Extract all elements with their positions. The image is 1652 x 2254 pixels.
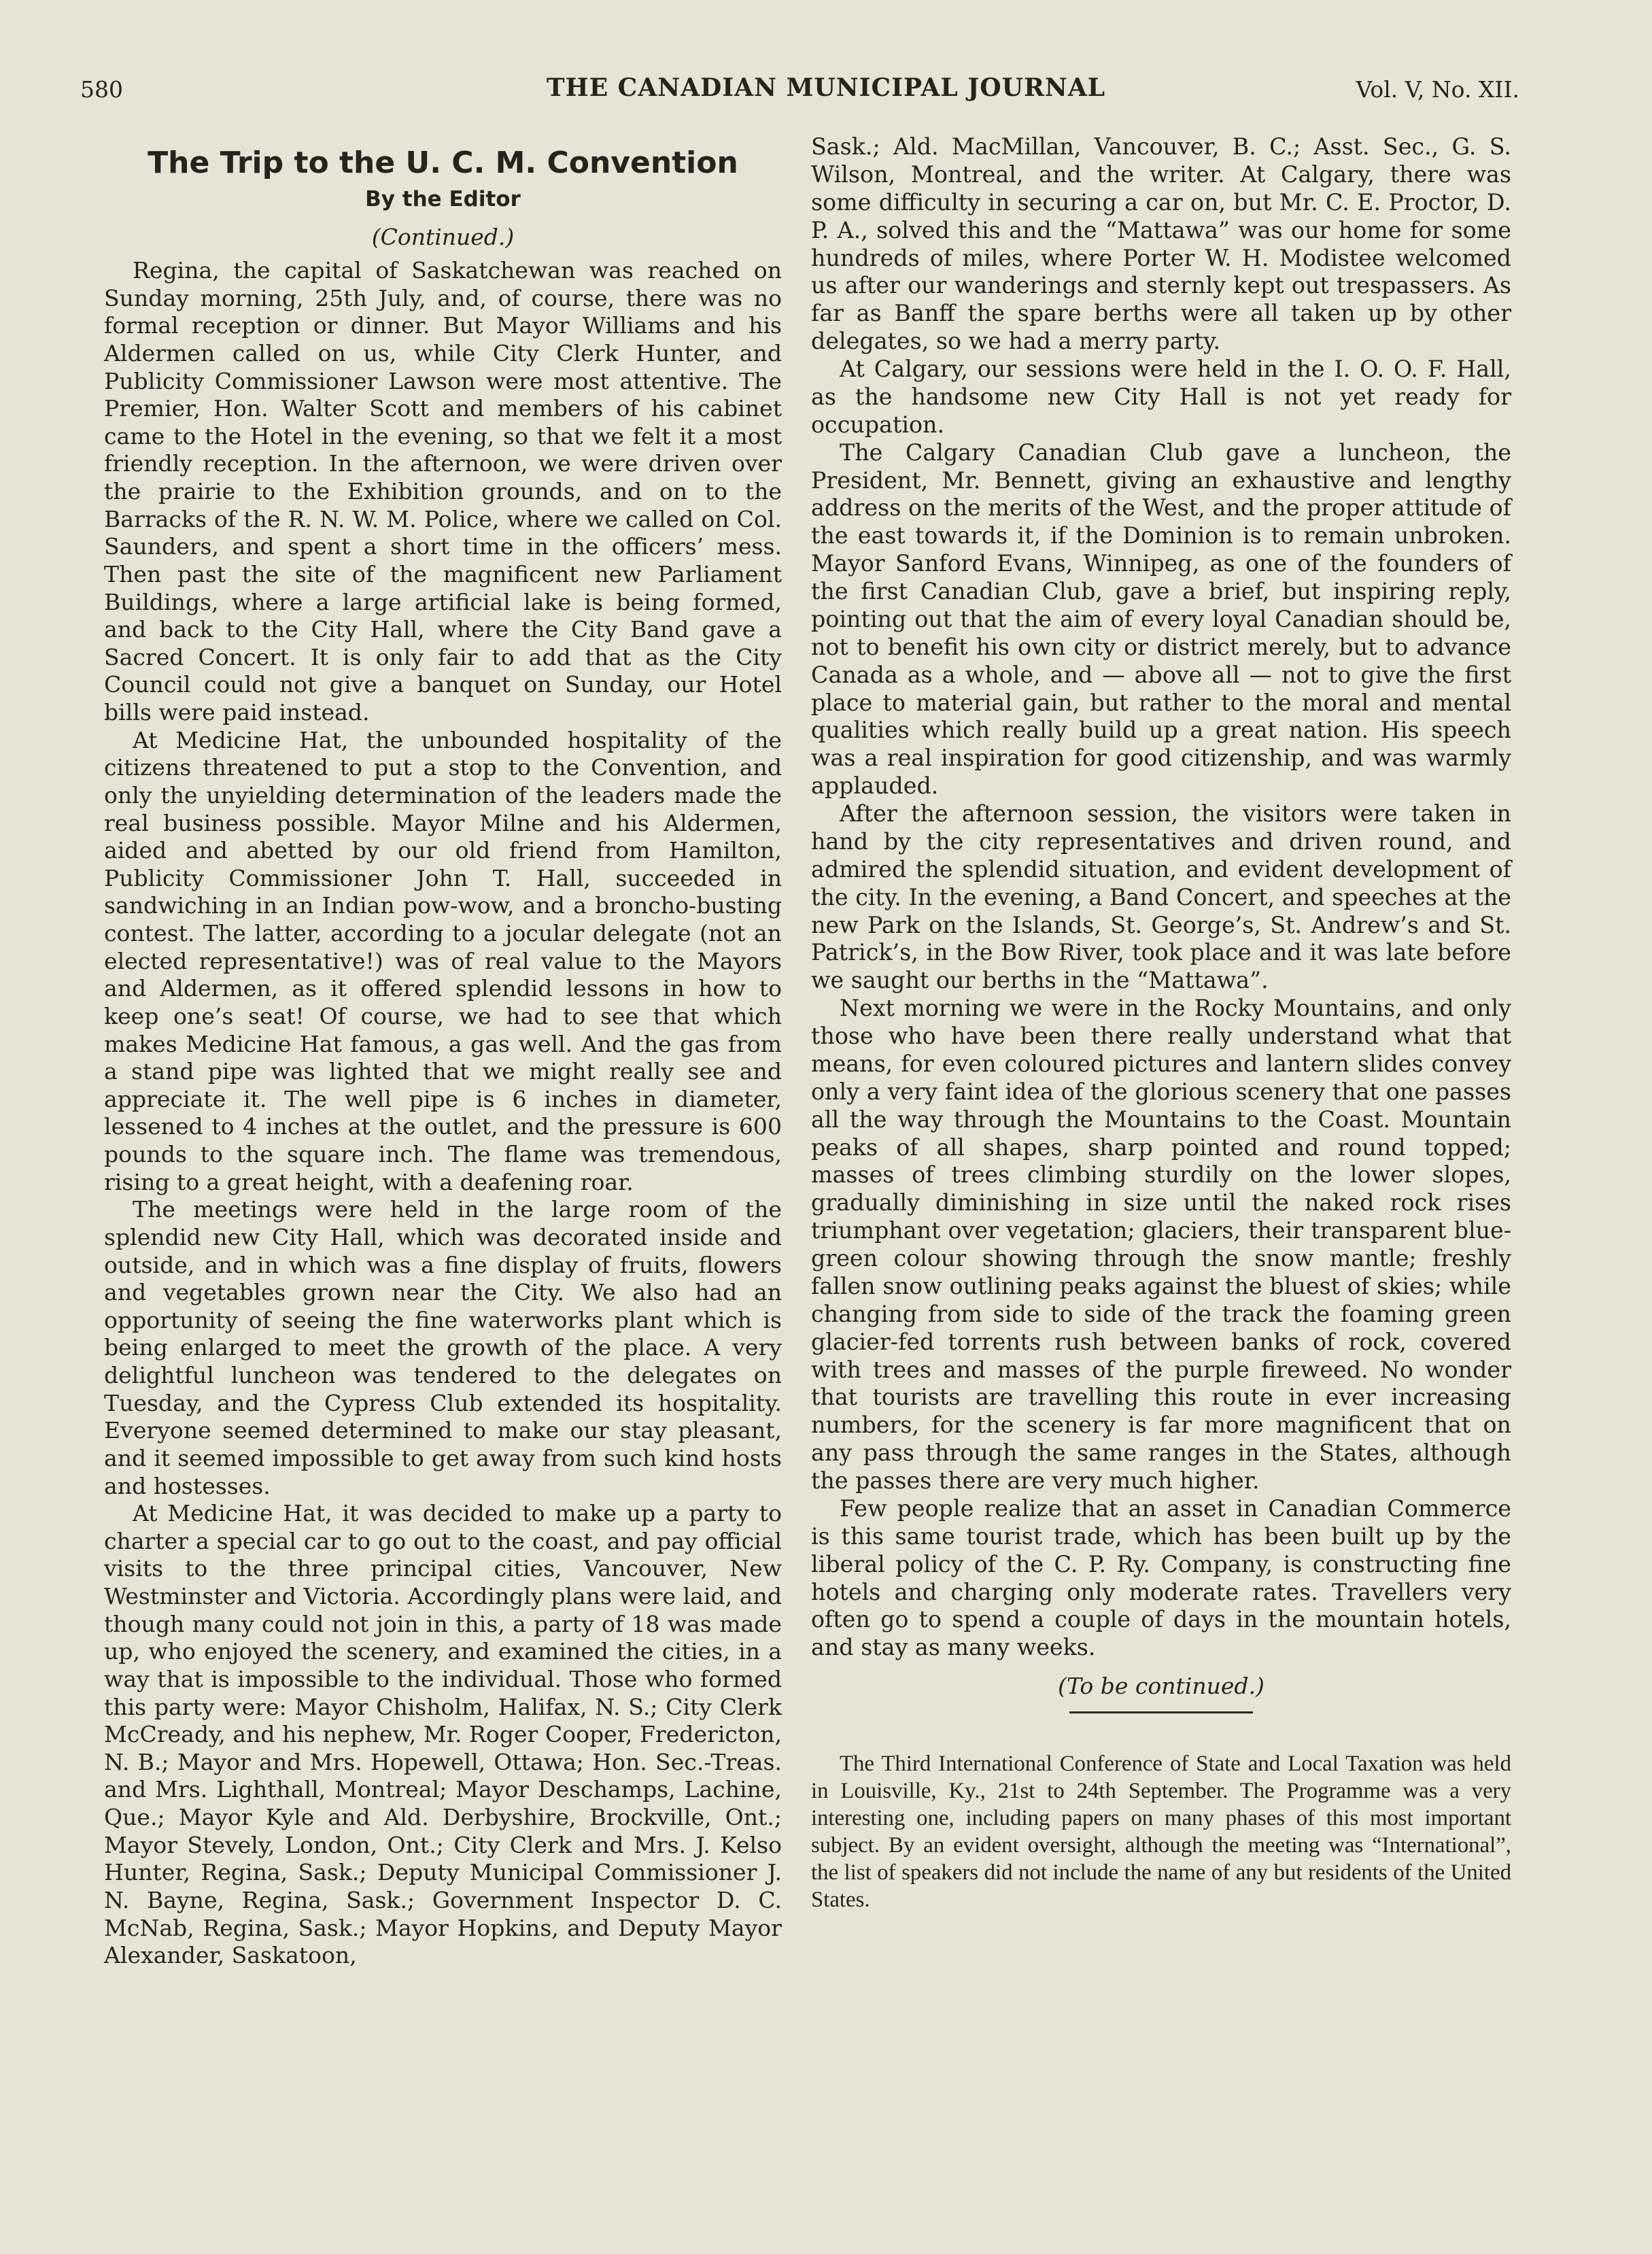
paragraph-medicine-hat: At Medicine Hat, the unbounded hospitality of the citizens threatened to put a stop to the Convention, and only the unyielding determination of the leaders made the real business possible. Mayor Milne and his Aldermen, aided and abetted by our old friend from Hamilton, Publicity Commissioner John T. Hall, succeeded in sandwiching in an Indian pow-wow, and a broncho-busting contest. The latter, according to a jocular delegate (not an elected representative!) was of real value to the Mayors and Aldermen, as it offered splendid lessons in how to keep one’s seat! Of course, we had to see that which makes Medicine Hat famous, a gas well. And the gas from a stand pipe was lighted that we might really see and appreciate it. The well pipe is 6 inches in diameter, lessened to 4 inches at the outlet, and the pressure is 600 pounds to the square inch. The flame was tremendous, rising to a great height, with a deafening roar. <box>104 726 782 1195</box>
paragraph-regina: Regina, the capital of Saskatchewan was reached on Sunday morning, 25th July, and, of course, there was no formal reception or dinner. But Mayor Williams and his Aldermen called on us, while City Clerk Hunter, and Publicity Commissioner Lawson were most attentive. The Premier, Hon. Walter Scott and members of his cabinet came to the Hotel in the evening, so that we felt it a most friendly reception. In the afternoon, we were driven over the prairie to the Exhibition grounds, and on to the Barracks of the R. N. W. M. Police, where we called on Col. Saunders, and spent a short time in the officers’ mess. Then past the site of the magnificent new Parliament Buildings, where a large artificial lake is being formed, and back to the City Hall, where the City Band gave a Sacred Concert. It is only fair to add that as the City Council could not give a banquet on Sunday, our Hotel bills were paid instead. <box>104 257 782 725</box>
volume-number: Vol. V, No. XII. <box>1356 76 1519 103</box>
article-title: The Trip to the U. C. M. Convention <box>148 146 738 180</box>
paragraph-canadian-club: The Calgary Canadian Club gave a luncheon, the President, Mr. Bennett, giving an exhaustive and lengthy address on the merits of the West, and the proper attitude of the east towards it, if the Dominion is to remain unbroken. Mayor Sanford Evans, Winnipeg, as one of the founders of the first Canadian Club, gave a brief, but inspiring reply, pointing out that the aim of every loyal Canadian should be, not to benefit his own city or district merely, but to advance Canada as a whole, and — above all — not to give the first place to material gain, but rather to the moral and mental qualities which really build up a great nation. His speech was a real inspiration for good citizenship, and was warmly applauded. <box>811 439 1511 800</box>
paragraph-afternoon: After the afternoon session, the visitors were taken in hand by the city representatives and driven round, and admired the splendid situation, and evident development of the city. In the evening, a Band Concert, and speeches at the new Park on the Islands, St. George’s, St. Andrew’s and St. Patrick’s, in the Bow River, took place and it was late before we saught our berths in the “Mattawa”. <box>811 800 1511 994</box>
left-column <box>104 133 782 1970</box>
article-byline: By the Editor <box>365 187 521 211</box>
divider-rule <box>1069 1711 1253 1713</box>
to-be-continued: (To be continued.) <box>1058 1673 1264 1700</box>
journal-title: THE CANADIAN MUNICIPAL JOURNAL <box>546 73 1106 102</box>
paragraph-tourist-trade: Few people realize that an asset in Canadian Commerce is this same tourist trade, which has been built up by the liberal policy of the C. P. Ry. Company, is constructing fine hotels and charging only moderate rates. Travellers very often go to spend a couple of days in the mountain hotels, and stay as many weeks. <box>811 1495 1511 1661</box>
taxation-conference-note: The Third International Conference of State and Local Taxation was held in Louisville, Ky., 21st to 24th September. The Programme was a very interesting one, including papers on many phases of this most important subject. By an evident oversight, although the meeting was “International”, the list of speakers did not include the name of any but residents of the United States. <box>811 1752 1511 1913</box>
paragraph-rocky-mountains: Next morning we were in the Rocky Mountains, and only those who have been there really understand what that means, for even coloured pictures and lantern slides convey only a very faint idea of the glorious scenery that one passes all the way through the Mountains to the Coast. Mountain peaks of all shapes, sharp pointed and round topped; masses of trees climbing sturdily on the lower slopes, gradually diminishing in size until the naked rock rises triumphant over vegetation; glaciers, their transparent blue-green colour showing through the snow mantle; freshly fallen snow outlining peaks against the bluest of skies; while changing from side to side of the track the foaming green glacier-fed torrents rush between banks of rock, covered with trees and masses of the purple fireweed. No wonder that tourists are travelling this route in ever increasing numbers, for the scenery is far more magnificent that on any pass through the same ranges in the States, although the passes there are very much higher. <box>811 995 1511 1494</box>
continued-label: (Continued.) <box>371 224 515 250</box>
right-column <box>811 133 1511 1913</box>
paragraph-meetings: The meetings were held in the large room of the splendid new City Hall, which was decorated inside and outside, and in which was a fine display of fruits, flowers and vegetables grown near the City. We also had an opportunity of seeing the fine waterworks plant which is being enlarged to meet the growth of the place. A very delightful luncheon was tendered to the delegates on Tuesday, and the Cypress Club extended its hospitality. Everyone seemed determined to make our stay pleasant, and it seemed impossible to get away from such kind hosts and hostesses. <box>104 1196 782 1499</box>
page-number: 580 <box>80 76 123 103</box>
paragraph-party-continued: Sask.; Ald. MacMillan, Vancouver, B. C.; Asst. Sec., G. S. Wilson, Montreal, and the writer. At Calgary, there was some difficulty in securing a car on, but Mr. C. E. Proctor, D. P. A., solved this and the “Mattawa” was our home for some hundreds of miles, where Porter W. H. Modistee welcomed us after our wanderings and sternly kept out trespassers. As far as Banff the spare berths were all taken up by other delegates, so we had a merry party. <box>811 133 1511 355</box>
running-header <box>0 73 1652 117</box>
paragraph-calgary-sessions: At Calgary, our sessions were held in the I. O. O. F. Hall, as the handsome new City Hall is not yet ready for occupation. <box>811 356 1511 438</box>
paragraph-party: At Medicine Hat, it was decided to make up a party to charter a special car to go out to the coast, and pay official visits to the three principal cities, Vancouver, New Westminster and Victoria. Accordingly plans were laid, and though many could not join in this, a party of 18 was made up, who enjoyed the scenery, and examined the cities, in a way that is impossible to the individual. Those who formed this party were: Mayor Chisholm, Halifax, N. S.; City Clerk McCready, and his nephew, Mr. Roger Cooper, Fredericton, N. B.; Mayor and Mrs. Hopewell, Ottawa; Hon. Sec.-Treas. and Mrs. Lighthall, Montreal; Mayor Deschamps, Lachine, Que.; Mayor Kyle and Ald. Derbyshire, Brockville, Ont.; Mayor Stevely, London, Ont.; City Clerk and Mrs. J. Kelso Hunter, Regina, Sask.; Deputy Municipal Commissioner J. N. Bayne, Regina, Sask.; Government Inspector D. C. McNab, Regina, Sask.; Mayor Hopkins, and Deputy Mayor Alexander, Saskatoon, <box>104 1500 782 1969</box>
